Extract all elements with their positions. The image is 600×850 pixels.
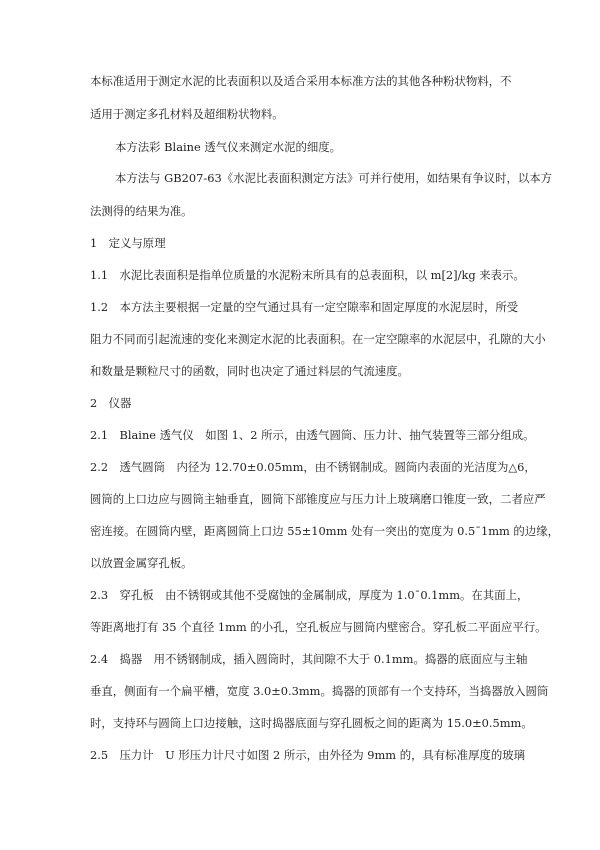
text-line: 密连接。在圆筒内壁，距离圆筒上口边 55±10mm 处有一突出的宽度为 0.5¯1mm 的边缘， [90, 524, 559, 538]
text-line: 适用于测定多孔材料及超细粉状物料。 [90, 107, 284, 121]
text-line: 时，支持环与圆筒上口边接触，这时捣器底面与穿孔圆板之间的距离为 15.0±0.5mm。 [90, 716, 533, 730]
text-line: 法测得的结果为准。 [90, 204, 193, 218]
text-line: 以放置金属穿孔板。 [90, 556, 193, 570]
text-line: 圆筒的上口边应与圆筒主轴垂直，圆筒下部锥度应与压力计上玻璃磨口锥度一致，二者应严 [90, 492, 546, 506]
text-line: 和数量是颗粒尺寸的函数，同时也决定了通过料层的气流速度。 [90, 364, 409, 378]
text-line: 1.2 本方法主要根据一定量的空气通过具有一定空隙率和固定厚度的水泥层时，所受 [90, 300, 519, 314]
text-line: 本方法与 GB207-63《水泥比表面积测定方法》可并行使用，如结果有争议时，以本方 [115, 171, 553, 185]
text-line: 2.3 穿孔板 由不锈钢或其他不受腐蚀的金属制成，厚度为 1.0¯0.1mm。在其面上， [90, 588, 529, 602]
text-line: 本方法彩 Blaine 透气仪来测定水泥的细度。 [115, 140, 342, 154]
text-line: 垂直，侧面有一个扁平槽，宽度 3.0±0.3mm。捣器的顶部有一个支持环，当捣器放入圆筒 [90, 684, 549, 698]
text-line: 阻力不同而引起流速的变化来测定水泥的比表面积。在一定空隙率的水泥层中，孔隙的大小 [90, 332, 546, 346]
section-heading: 2 仪器 [90, 396, 132, 410]
text-line: 2.5 压力计 U 形压力计尺寸如图 2 所示，由外径为 9mm 的，具有标准厚度的玻璃 [90, 748, 526, 762]
section-heading: 1 定义与原理 [90, 236, 166, 250]
text-line: 本标准适用于测定水泥的比表面积以及适合采用本标准方法的其他各种粉状物料，不 [90, 74, 512, 88]
text-line: 1.1 水泥比表面积是指单位质量的水泥粉末所具有的总表面积，以 m[2]/kg 来表示。 [90, 268, 525, 282]
text-line: 等距离地打有 35 个直径 1mm 的小孔，空孔板应与圆筒内壁密合。穿孔板二平面应平行。 [90, 620, 547, 634]
text-line: 2.4 捣器 用不锈钢制成，插入圆筒时，其间隙不大于 0.1mm。捣器的底面应与主轴 [90, 652, 528, 666]
text-line: 2.2 透气圆筒 内径为 12.70±0.05mm，由不锈钢制成。圆筒内表面的光洁度为△6， [90, 460, 536, 474]
text-line: 2.1 Blaine 透气仪 如图 1、2 所示，由透气圆筒、压力计、抽气装置等三部分组成。 [90, 428, 535, 442]
